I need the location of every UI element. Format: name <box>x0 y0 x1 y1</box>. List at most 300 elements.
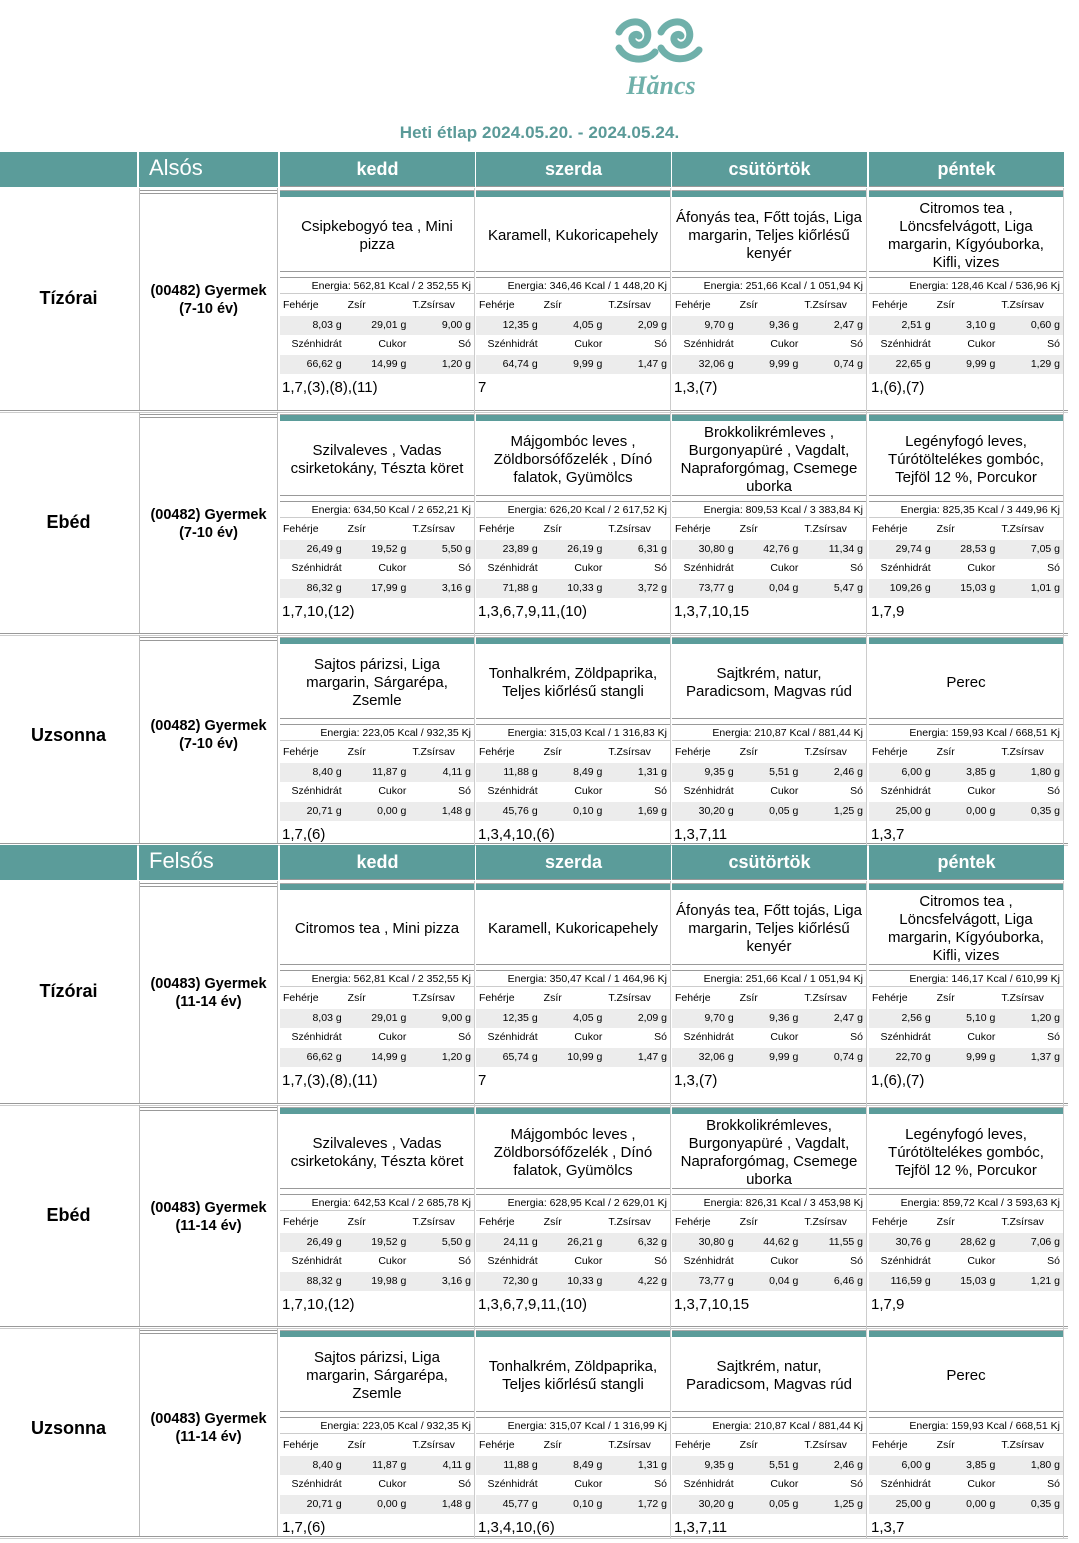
nutrient-value: 0,60 g <box>1030 318 1061 331</box>
nutrient-values-2 <box>869 802 1063 821</box>
food-list <box>280 647 474 719</box>
nutrient-labels-2 <box>672 1252 866 1271</box>
nutrient-label: Szénhidrát <box>672 335 737 354</box>
nutrient-label: Fehérje <box>476 989 541 1008</box>
food-list <box>280 893 474 965</box>
nutrient-value: 0,00 g <box>377 1497 407 1510</box>
nutrient-labels-1 <box>869 743 1063 762</box>
nutrient-value: 45,77 g <box>502 1497 538 1510</box>
nutrient-value: 3,16 g <box>441 1274 472 1287</box>
nutrient-label: Fehérje <box>476 520 541 539</box>
food-text: Áfonyás tea, Főtt tojás, Liga margarin, Teljes kiőrlésű kenyér <box>676 208 862 262</box>
nutrient-label: Zsír <box>541 296 606 315</box>
nutrient-label: Cukor <box>345 1028 410 1047</box>
nutrient-value: 9,35 g <box>704 1458 734 1471</box>
accent-bar <box>869 883 1063 890</box>
allergen-codes: 1,7,(3),(8),(11) <box>282 379 378 396</box>
nutrient-labels-2 <box>672 559 866 578</box>
nutrient-value: 0,05 g <box>769 804 799 817</box>
nutrient-values-2 <box>869 1272 1063 1291</box>
nutrient-value: 1,47 g <box>637 357 668 370</box>
menu-cell <box>672 188 867 412</box>
nutrient-value: 22,65 g <box>895 357 931 370</box>
nutrient-value: 28,53 g <box>960 542 996 555</box>
accent-bar <box>280 414 474 421</box>
nutrient-label: Szénhidrát <box>672 1028 737 1047</box>
nutrient-values-2 <box>476 355 670 374</box>
nutrient-value: 3,16 g <box>441 581 472 594</box>
nutrient-label: Cukor <box>737 1028 802 1047</box>
nutrient-label: T.Zsírsav <box>998 1436 1063 1455</box>
nutrient-label: Zsír <box>345 1213 410 1232</box>
nutrient-labels-2 <box>869 782 1063 801</box>
meal-row <box>0 188 1068 412</box>
nutrient-value: 28,62 g <box>960 1235 996 1248</box>
accent-bar <box>476 414 670 421</box>
nutrient-label: Szénhidrát <box>280 335 345 354</box>
allergen-codes: 1,(6),(7) <box>871 379 925 396</box>
nutrient-value: 116,59 g <box>890 1274 931 1287</box>
nutrient-label: Szénhidrát <box>476 1028 541 1047</box>
nutrient-value: 12,35 g <box>502 318 538 331</box>
nutrient-values-1 <box>280 763 474 782</box>
menu-cell <box>672 881 867 1105</box>
nutrient-values-2 <box>672 1495 866 1514</box>
nutrient-label: Fehérje <box>672 520 737 539</box>
meal-name: Ebéd <box>46 1205 91 1225</box>
nutrient-labels-2 <box>672 1028 866 1047</box>
nutrient-label: Só <box>998 335 1063 354</box>
nutrient-labels-1 <box>869 296 1063 315</box>
nutrient-value: 1,20 g <box>1030 1011 1061 1024</box>
nutrient-values-1 <box>476 1233 670 1252</box>
menu-cell <box>869 1328 1064 1538</box>
nutrient-label: Só <box>409 335 474 354</box>
nutrient-value: 2,09 g <box>637 1011 668 1024</box>
nutrient-label: Zsír <box>737 296 802 315</box>
age-group-cell <box>139 881 278 1103</box>
nutrient-value: 1,48 g <box>441 1497 472 1510</box>
nutrient-value: 29,01 g <box>371 318 407 331</box>
nutrient-labels-2 <box>476 559 670 578</box>
allergen-codes: 1,7,9 <box>871 1296 905 1313</box>
nutrient-value: 1,72 g <box>637 1497 668 1510</box>
nutrient-values-1 <box>672 1456 866 1475</box>
nutrient-value: 26,49 g <box>306 542 342 555</box>
nutrient-value: 9,36 g <box>769 1011 799 1024</box>
nutrient-labels-2 <box>280 782 474 801</box>
energy-line: Energia: 642,53 Kcal / 2 685,78 Kj <box>280 1194 474 1211</box>
nutrient-label: Cukor <box>737 1475 802 1494</box>
nutrient-label: Cukor <box>934 335 999 354</box>
energy-line: Energia: 809,53 Kcal / 3 383,84 Kj <box>672 501 866 518</box>
menu-cell <box>672 412 867 635</box>
nutrient-label: Só <box>409 559 474 578</box>
nutrient-label: Szénhidrát <box>672 1475 737 1494</box>
double-line <box>140 414 277 418</box>
nutrient-value: 26,19 g <box>567 542 603 555</box>
food-text: Májgombóc leves , Zöldborsófőzelék , Dínó falatok, Gyümölcs <box>493 1125 653 1179</box>
nutrient-label: Zsír <box>541 989 606 1008</box>
menu-cell <box>280 635 475 845</box>
allergen-codes: 1,3,6,7,9,11,(10) <box>478 1296 587 1313</box>
nutrient-label: Szénhidrát <box>869 782 934 801</box>
allergen-codes: 1,3,4,10,(6) <box>478 826 555 843</box>
nutrient-value: 1,01 g <box>1030 581 1061 594</box>
nutrient-value: 11,88 g <box>503 1458 538 1471</box>
nutrient-label: Zsír <box>737 1213 802 1232</box>
nutrient-value: 0,35 g <box>1030 1497 1061 1510</box>
nutrient-value: 14,99 g <box>371 1050 407 1063</box>
menu-cell <box>476 635 671 845</box>
nutrient-label: Só <box>409 1028 474 1047</box>
nutrient-labels-1 <box>476 743 670 762</box>
nutrient-values-2 <box>869 355 1063 374</box>
energy-line: Energia: 210,87 Kcal / 881,44 Kj <box>672 724 866 741</box>
nutrient-label: Cukor <box>541 1475 606 1494</box>
nutrient-value: 26,21 g <box>567 1235 603 1248</box>
nutrient-value: 22,70 g <box>895 1050 931 1063</box>
nutrient-label: Zsír <box>737 989 802 1008</box>
nutrient-label: Szénhidrát <box>476 559 541 578</box>
nutrient-value: 1,25 g <box>833 1497 864 1510</box>
allergen-codes: 1,7,(6) <box>282 826 326 843</box>
energy-line: Energia: 223,05 Kcal / 932,35 Kj <box>280 724 474 741</box>
food-text: Karamell, Kukoricapehely <box>487 226 659 244</box>
nutrient-label: T.Zsírsav <box>409 989 474 1008</box>
energy-line: Energia: 223,05 Kcal / 932,35 Kj <box>280 1417 474 1434</box>
nutrient-label: Só <box>409 1475 474 1494</box>
nutrient-value: 9,99 g <box>573 357 603 370</box>
nutrient-label: T.Zsírsav <box>801 989 866 1008</box>
nutrient-labels-2 <box>476 782 670 801</box>
allergen-codes: 1,3,7 <box>871 1519 905 1536</box>
food-text: Sajtos párizsi, Liga margarin, Sárgarépa, Zsemle <box>306 655 448 709</box>
nutrient-value: 1,48 g <box>441 804 472 817</box>
accent-bar <box>672 414 866 421</box>
allergen-codes: 1,7,9 <box>871 603 905 620</box>
nutrient-value: 0,00 g <box>377 804 407 817</box>
nutrient-value: 30,76 g <box>895 1235 931 1248</box>
food-text: Tonhalkrém, Zöldpaprika, Teljes kiőrlésű stangli <box>488 1357 658 1393</box>
nutrient-value: 1,20 g <box>441 357 472 370</box>
nutrient-labels-1 <box>672 520 866 539</box>
food-text: Citromos tea , Löncsfelvágott, Liga margarin, Kígyóuborka, Kifli, vizes <box>888 199 1044 271</box>
meal-row <box>0 1105 1068 1328</box>
nutrient-label: Cukor <box>541 1252 606 1271</box>
nutrient-value: 3,72 g <box>637 581 668 594</box>
nutrient-label: Só <box>801 559 866 578</box>
nutrient-value: 6,00 g <box>901 1458 931 1471</box>
nutrient-values-1 <box>672 1009 866 1028</box>
nutrient-label: Fehérje <box>280 989 345 1008</box>
nutrient-value: 7,05 g <box>1030 542 1061 555</box>
nutrient-label: T.Zsírsav <box>409 1436 474 1455</box>
nutrient-value: 29,01 g <box>371 1011 407 1024</box>
energy-line: Energia: 159,93 Kcal / 668,51 Kj <box>869 724 1063 741</box>
energy-line: Energia: 826,31 Kcal / 3 453,98 Kj <box>672 1194 866 1211</box>
nutrient-labels-2 <box>476 1028 670 1047</box>
nutrient-values-1 <box>280 540 474 559</box>
nutrient-values-2 <box>869 579 1063 598</box>
nutrient-value: 64,74 g <box>502 357 538 370</box>
nutrient-label: Cukor <box>737 1252 802 1271</box>
nutrient-value: 109,26 g <box>889 581 931 594</box>
menu-cell <box>280 881 475 1105</box>
nutrient-label: Zsír <box>541 1436 606 1455</box>
nutrient-value: 8,03 g <box>312 1011 342 1024</box>
food-list <box>672 1117 866 1189</box>
nutrient-labels-2 <box>280 1252 474 1271</box>
day-header-3: péntek <box>869 152 1064 187</box>
nutrient-value: 73,77 g <box>698 581 734 594</box>
food-text: Perec <box>946 1366 986 1384</box>
nutrient-value: 10,99 g <box>567 1050 603 1063</box>
food-list <box>476 647 670 719</box>
nutrient-value: 8,49 g <box>573 765 603 778</box>
nutrient-label: Zsír <box>934 296 999 315</box>
nutrient-value: 42,76 g <box>763 542 799 555</box>
energy-line: Energia: 626,20 Kcal / 2 617,52 Kj <box>476 501 670 518</box>
nutrient-values-1 <box>280 1233 474 1252</box>
nutrient-value: 11,87 g <box>372 765 407 778</box>
energy-line: Energia: 825,35 Kcal / 3 449,96 Kj <box>869 501 1063 518</box>
nutrient-label: Fehérje <box>476 1213 541 1232</box>
nutrient-values-2 <box>672 1272 866 1291</box>
food-list <box>869 1340 1063 1412</box>
food-text: Legényfogó leves, Túrótöltelékes gombóc, Tejföl 12 %, Porcukor <box>888 1125 1044 1179</box>
day-header-2: csütörtök <box>672 845 867 880</box>
nutrient-value: 3,10 g <box>966 318 996 331</box>
nutrient-values-2 <box>672 1048 866 1067</box>
food-text: Sajtkrém, natur, Paradicsom, Magvas rúd <box>686 1357 852 1393</box>
nutrient-label: Só <box>605 559 670 578</box>
nutrient-label: T.Zsírsav <box>801 1436 866 1455</box>
menu-cell <box>280 188 475 412</box>
allergen-codes: 7 <box>478 1072 487 1089</box>
food-text: Brokkolikrémleves, Burgonyapüré , Vagdalt, Napraforgómag, Csemege uborka <box>680 1116 858 1188</box>
nutrient-value: 19,52 g <box>371 542 407 555</box>
allergen-codes: 1,7,(3),(8),(11) <box>282 1072 378 1089</box>
nutrient-labels-2 <box>869 335 1063 354</box>
food-list <box>476 200 670 272</box>
nutrient-labels-1 <box>672 1213 866 1232</box>
nutrient-value: 1,25 g <box>833 804 864 817</box>
energy-line: Energia: 128,46 Kcal / 536,96 Kj <box>869 277 1063 294</box>
nutrient-values-1 <box>280 1456 474 1475</box>
nutrient-values-2 <box>476 802 670 821</box>
nutrient-labels-1 <box>476 296 670 315</box>
food-list <box>869 1117 1063 1189</box>
allergen-codes: 1,(6),(7) <box>871 1072 925 1089</box>
food-list <box>672 893 866 965</box>
nutrient-labels-2 <box>476 1475 670 1494</box>
nutrient-labels-2 <box>280 1028 474 1047</box>
nutrient-label: Cukor <box>737 559 802 578</box>
nutrient-values-1 <box>280 316 474 335</box>
nutrient-label: T.Zsírsav <box>605 743 670 762</box>
nutrient-value: 25,00 g <box>895 1497 931 1510</box>
nutrient-value: 1,21 g <box>1030 1274 1061 1287</box>
nutrient-value: 23,89 g <box>502 542 538 555</box>
nutrient-value: 2,46 g <box>833 1458 864 1471</box>
nutrient-label: T.Zsírsav <box>801 296 866 315</box>
nutrient-label: Cukor <box>934 782 999 801</box>
accent-bar <box>869 1107 1063 1114</box>
nutrient-labels-2 <box>280 559 474 578</box>
menu-cell <box>869 1105 1064 1328</box>
allergen-codes: 1,7,10,(12) <box>282 603 355 620</box>
nutrient-label: Cukor <box>541 559 606 578</box>
nutrient-label: Zsír <box>345 1436 410 1455</box>
age-group-cell <box>139 412 278 633</box>
nutrient-values-1 <box>672 763 866 782</box>
nutrient-label: Cukor <box>541 335 606 354</box>
nutrient-label: Szénhidrát <box>476 1252 541 1271</box>
nutrient-label: Cukor <box>934 1028 999 1047</box>
nutrient-value: 7,06 g <box>1030 1235 1061 1248</box>
age-group-label: (00483) Gyermek (11-14 év) <box>150 1200 267 1234</box>
age-group-cell <box>139 635 278 843</box>
energy-line: Energia: 210,87 Kcal / 881,44 Kj <box>672 1417 866 1434</box>
nutrient-label: Fehérje <box>672 1436 737 1455</box>
allergen-codes: 7 <box>478 379 487 396</box>
nutrient-values-1 <box>672 1233 866 1252</box>
menu-cell <box>476 881 671 1105</box>
food-text: Csipkebogyó tea , Mini pizza <box>301 217 453 253</box>
nutrient-value: 5,51 g <box>769 765 799 778</box>
nutrient-value: 0,10 g <box>573 804 603 817</box>
nutrient-values-2 <box>476 1272 670 1291</box>
nutrient-label: Só <box>409 782 474 801</box>
nutrient-label: T.Zsírsav <box>998 1213 1063 1232</box>
nutrient-value: 6,32 g <box>637 1235 668 1248</box>
nutrient-label: Fehérje <box>476 743 541 762</box>
double-line <box>140 1330 277 1334</box>
nutrient-label: Só <box>801 1252 866 1271</box>
accent-bar <box>869 190 1063 197</box>
energy-line: Energia: 251,66 Kcal / 1 051,94 Kj <box>672 277 866 294</box>
nutrient-values-2 <box>672 579 866 598</box>
menu-cell <box>869 881 1064 1105</box>
food-list <box>476 424 670 496</box>
nutrient-label: T.Zsírsav <box>998 296 1063 315</box>
age-group-cell <box>139 188 278 410</box>
nutrient-value: 86,32 g <box>306 581 342 594</box>
allergen-codes: 1,3,7,10,15 <box>674 603 750 620</box>
nutrient-value: 11,55 g <box>828 1235 864 1248</box>
nutrient-label: Fehérje <box>869 1436 934 1455</box>
nutrient-label: Só <box>801 1028 866 1047</box>
nutrient-value: 1,31 g <box>637 1458 668 1471</box>
food-list <box>869 647 1063 719</box>
nutrient-values-1 <box>869 316 1063 335</box>
food-list <box>672 647 866 719</box>
nutrient-labels-1 <box>476 1213 670 1232</box>
double-line <box>140 1107 277 1111</box>
nutrient-labels-1 <box>280 1436 474 1455</box>
nutrient-label: T.Zsírsav <box>605 520 670 539</box>
nutrient-value: 2,51 g <box>901 318 931 331</box>
nutrient-label: T.Zsírsav <box>605 1436 670 1455</box>
food-list <box>869 424 1063 496</box>
nutrient-value: 4,11 g <box>442 765 472 778</box>
nutrient-labels-1 <box>280 520 474 539</box>
nutrient-labels-2 <box>672 1475 866 1494</box>
nutrient-values-1 <box>869 540 1063 559</box>
nutrient-label: Só <box>605 782 670 801</box>
nutrient-value: 11,87 g <box>372 1458 407 1471</box>
nutrient-label: Zsír <box>737 1436 802 1455</box>
energy-line: Energia: 562,81 Kcal / 2 352,55 Kj <box>280 970 474 987</box>
energy-line: Energia: 159,93 Kcal / 668,51 Kj <box>869 1417 1063 1434</box>
food-list <box>869 200 1063 272</box>
food-list <box>280 1340 474 1412</box>
nutrient-label: Só <box>605 1028 670 1047</box>
nutrient-values-1 <box>476 1009 670 1028</box>
nutrient-values-1 <box>476 1456 670 1475</box>
nutrient-value: 15,03 g <box>960 581 996 594</box>
nutrient-label: Szénhidrát <box>280 1475 345 1494</box>
nutrient-value: 1,37 g <box>1030 1050 1061 1063</box>
age-group-label: (00483) Gyermek (11-14 év) <box>150 976 267 1010</box>
header-blank <box>0 152 137 187</box>
nutrient-labels-1 <box>476 989 670 1008</box>
food-text: Legényfogó leves, Túrótöltelékes gombóc, Tejföl 12 %, Porcukor <box>888 432 1044 486</box>
meal-row <box>0 881 1068 1105</box>
nutrient-value: 24,11 g <box>503 1235 538 1248</box>
nutrient-labels-1 <box>280 296 474 315</box>
accent-bar <box>672 1107 866 1114</box>
food-text: Szilvaleves , Vadas csirketokány, Tészta köret <box>290 1134 464 1170</box>
nutrient-label: Cukor <box>541 1028 606 1047</box>
nutrient-value: 0,04 g <box>769 1274 799 1287</box>
meal-name: Uzsonna <box>30 725 106 745</box>
nutrient-values-1 <box>869 763 1063 782</box>
nutrient-values-2 <box>672 802 866 821</box>
nutrient-value: 9,00 g <box>441 1011 472 1024</box>
nutrient-label: Fehérje <box>280 296 345 315</box>
accent-bar <box>672 190 866 197</box>
food-text: Perec <box>946 673 986 691</box>
nutrient-label: Zsír <box>934 520 999 539</box>
nutrient-value: 1,69 g <box>637 804 668 817</box>
nutrient-label: Zsír <box>934 743 999 762</box>
nutrient-label: T.Zsírsav <box>605 1213 670 1232</box>
nutrient-values-2 <box>869 1495 1063 1514</box>
nutrient-value: 9,36 g <box>769 318 799 331</box>
nutrient-value: 15,03 g <box>960 1274 996 1287</box>
menu-cell <box>280 1328 475 1538</box>
nutrient-value: 4,05 g <box>573 318 603 331</box>
nutrient-label: Fehérje <box>869 520 934 539</box>
food-list <box>869 893 1063 965</box>
nutrient-value: 2,47 g <box>833 318 864 331</box>
nutrient-values-1 <box>476 316 670 335</box>
nutrient-label: Cukor <box>934 559 999 578</box>
nutrient-values-2 <box>476 1495 670 1514</box>
allergen-codes: 1,3,(7) <box>674 1072 718 1089</box>
accent-bar <box>280 637 474 644</box>
energy-line: Energia: 315,03 Kcal / 1 316,83 Kj <box>476 724 670 741</box>
nutrient-label: Szénhidrát <box>869 559 934 578</box>
food-text: Brokkolikrémleves , Burgonyapüré , Vagdalt, Napraforgómag, Csemege uborka <box>680 423 858 495</box>
nutrient-values-2 <box>476 1048 670 1067</box>
nutrient-labels-1 <box>476 520 670 539</box>
nutrient-label: Cukor <box>345 782 410 801</box>
nutrient-labels-1 <box>476 1436 670 1455</box>
nutrient-value: 5,47 g <box>833 581 864 594</box>
